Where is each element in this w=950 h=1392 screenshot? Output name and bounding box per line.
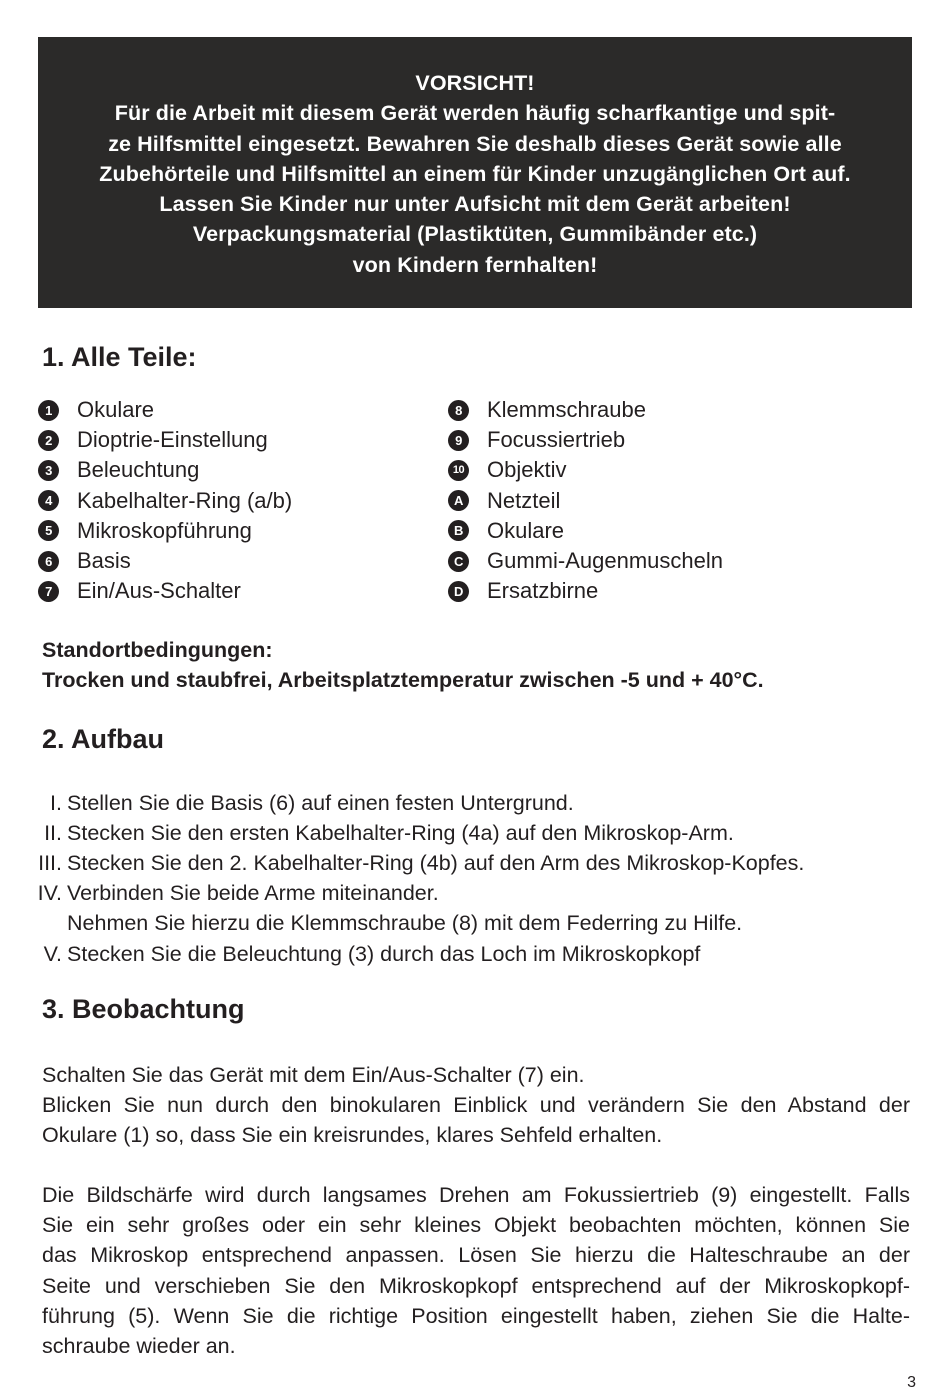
section-3-heading: 3. Beobachtung bbox=[42, 994, 245, 1024]
list-item bbox=[448, 455, 723, 485]
part-label: Ersatzbirne bbox=[487, 578, 599, 604]
part-label: Basis bbox=[77, 548, 131, 574]
parts-list-left bbox=[38, 395, 292, 606]
part-label: Focussiertrieb bbox=[487, 427, 626, 453]
step-item bbox=[0, 879, 950, 909]
step-text: Stecken Sie die Beleuchtung (3) durch das Loch im Mikroskopkopf bbox=[67, 941, 701, 966]
list-item bbox=[38, 395, 292, 425]
assembly-steps bbox=[0, 788, 950, 969]
list-item bbox=[448, 546, 723, 576]
section-2-heading: 2. Aufbau bbox=[42, 724, 165, 754]
part-label: Ein/Aus-Schalter bbox=[77, 578, 241, 604]
part-label: Gummi-Augenmuscheln bbox=[487, 548, 723, 574]
list-item bbox=[448, 576, 723, 606]
part-label: Netzteil bbox=[487, 487, 561, 513]
part-marker: B bbox=[448, 520, 469, 541]
part-marker: D bbox=[448, 581, 469, 602]
parts-list-right bbox=[448, 395, 723, 606]
part-marker: 3 bbox=[38, 460, 59, 481]
step-number: III. bbox=[38, 850, 62, 875]
step-number: V. bbox=[43, 941, 62, 966]
warning-line: ze Hilfsmittel eingesetzt. Bewahren Sie deshalb dieses Gerät sowie alle bbox=[108, 131, 842, 156]
step-number: I. bbox=[50, 790, 62, 815]
step-text: Stecken Sie den 2. Kabelhalter-Ring (4b) auf den Arm des Mikroskop-Kopfes. bbox=[67, 850, 805, 875]
step-item bbox=[0, 788, 950, 818]
step-text: Stellen Sie die Basis (6) auf einen festen Untergrund. bbox=[67, 790, 574, 815]
list-item bbox=[448, 486, 723, 516]
part-marker: 8 bbox=[448, 400, 469, 421]
part-marker: 7 bbox=[38, 581, 59, 602]
paragraph-line: führung (5). Wenn Sie die richtige Position eingestellt haben, ziehen Sie die Halte- bbox=[42, 1303, 910, 1328]
paragraph-line: schraube wieder an. bbox=[42, 1334, 236, 1359]
step-text: Stecken Sie den ersten Kabelhalter-Ring (4a) auf den Mikroskop-Arm. bbox=[67, 820, 734, 845]
step-number: II. bbox=[44, 820, 62, 845]
paragraph-line: Blicken Sie nun durch den binokularen Einblick und verändern Sie den Abstand der bbox=[42, 1093, 910, 1118]
part-label: Mikroskopführung bbox=[77, 517, 252, 543]
warning-title: VORSICHT! bbox=[415, 71, 535, 95]
list-item bbox=[38, 546, 292, 576]
part-label: Klemmschraube bbox=[487, 397, 646, 423]
step-text: Nehmen Sie hierzu die Klemmschraube (8) mit dem Federring zu Hilfe. bbox=[67, 911, 743, 936]
step-item bbox=[0, 848, 950, 878]
part-label: Dioptrie-Einstellung bbox=[77, 427, 268, 453]
paragraph-line: Seite und verschieben Sie den Mikroskopkopf entsprechend auf der Mikroskopkopf- bbox=[42, 1273, 910, 1298]
environment-label: Standortbedingungen: bbox=[42, 638, 273, 662]
part-label: Kabelhalter-Ring (a/b) bbox=[77, 487, 293, 513]
warning-box bbox=[38, 37, 912, 308]
step-item bbox=[0, 939, 950, 969]
environment-text: Trocken und staubfrei, Arbeitsplatztemperatur zwischen -5 und + 40°C. bbox=[42, 668, 764, 692]
paragraph-line: das Mikroskop entsprechend anpassen. Lösen Sie hierzu die Halteschraube an der bbox=[42, 1243, 910, 1268]
paragraph-line: Schalten Sie das Gerät mit dem Ein/Aus-Schalter (7) ein. bbox=[42, 1063, 585, 1087]
step-number: IV. bbox=[37, 881, 62, 906]
step-item bbox=[0, 818, 950, 848]
part-label: Okulare bbox=[487, 517, 565, 543]
part-marker: 2 bbox=[38, 430, 59, 451]
warning-line: Für die Arbeit mit diesem Gerät werden häufig scharfkantige und spit- bbox=[114, 101, 836, 126]
part-marker: C bbox=[448, 551, 469, 572]
part-marker: 4 bbox=[38, 490, 59, 511]
step-item bbox=[0, 909, 950, 939]
list-item bbox=[448, 516, 723, 546]
part-marker: 5 bbox=[38, 520, 59, 541]
part-label: Objektiv bbox=[487, 457, 567, 483]
part-label: Okulare bbox=[77, 397, 155, 423]
part-marker: 6 bbox=[38, 551, 59, 572]
list-item bbox=[38, 455, 292, 485]
list-item bbox=[38, 576, 292, 606]
warning-line: Lassen Sie Kinder nur unter Aufsicht mit dem Gerät arbeiten! bbox=[159, 192, 791, 217]
warning-line: Zubehörteile und Hilfsmittel an einem für Kinder unzugänglichen Ort auf. bbox=[99, 161, 851, 186]
warning-line: Verpackungsmaterial (Plastiktüten, Gummibänder etc.) bbox=[192, 222, 758, 247]
page-number: 3 bbox=[907, 1374, 916, 1391]
paragraph-2 bbox=[42, 1180, 910, 1361]
step-text: Verbinden Sie beide Arme miteinander. bbox=[67, 881, 439, 906]
section-1-heading: 1. Alle Teile: bbox=[42, 342, 197, 372]
list-item bbox=[448, 425, 723, 455]
paragraph-line: Die Bildschärfe wird durch langsames Drehen am Fokussiertrieb (9) eingestellt. Falls bbox=[42, 1183, 910, 1207]
paragraph-line: Sie ein sehr großes oder ein sehr kleines Objekt beobachten möchten, können Sie bbox=[42, 1213, 910, 1238]
part-marker: 1 bbox=[38, 400, 59, 421]
part-marker: A bbox=[448, 490, 469, 511]
list-item bbox=[448, 395, 723, 425]
part-label: Beleuchtung bbox=[77, 457, 200, 483]
list-item bbox=[38, 425, 292, 455]
warning-line: von Kindern fernhalten! bbox=[352, 252, 598, 277]
part-marker: 10 bbox=[448, 460, 469, 481]
part-marker: 9 bbox=[448, 430, 469, 451]
paragraph-line: Okulare (1) so, dass Sie ein kreisrundes, klares Sehfeld erhalten. bbox=[42, 1123, 663, 1148]
list-item bbox=[38, 516, 292, 546]
list-item bbox=[38, 486, 292, 516]
paragraph-1 bbox=[42, 1060, 910, 1151]
